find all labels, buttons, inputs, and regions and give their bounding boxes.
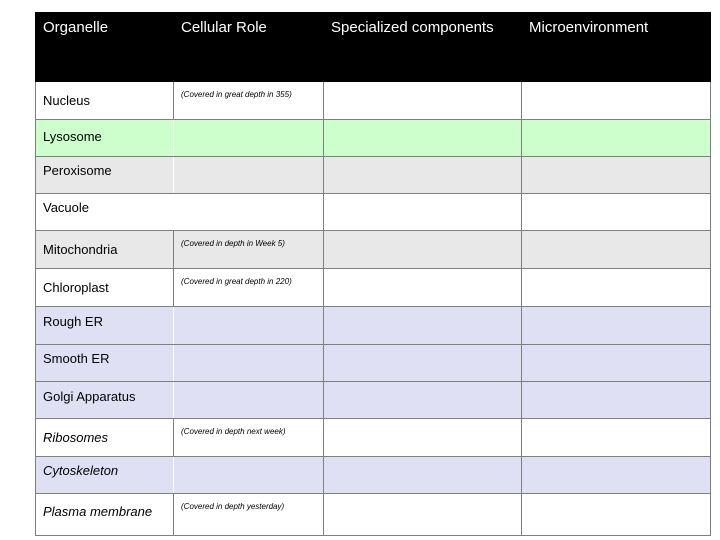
components-cell bbox=[324, 82, 522, 120]
microenvironment-cell bbox=[522, 120, 711, 157]
microenvironment-cell bbox=[522, 307, 711, 345]
microenvironment-cell bbox=[522, 194, 711, 231]
table-row bbox=[36, 194, 711, 231]
organelle-cell: Lysosome bbox=[36, 120, 174, 157]
header-cellular-role: Cellular Role bbox=[174, 13, 324, 82]
organelle-cell: Rough ER bbox=[36, 307, 174, 345]
header-microenvironment: Microenvironment bbox=[522, 13, 711, 82]
organelle-cell: Golgi Apparatus bbox=[36, 382, 174, 419]
organelle-cell: Vacuole bbox=[36, 194, 174, 231]
microenvironment-cell bbox=[522, 82, 711, 120]
role-cell bbox=[174, 120, 324, 157]
components-cell bbox=[324, 494, 522, 536]
role-cell: (Covered in great depth in 220) bbox=[174, 269, 324, 307]
components-cell bbox=[324, 269, 522, 307]
components-cell bbox=[324, 457, 522, 494]
microenvironment-cell bbox=[522, 157, 711, 194]
microenvironment-cell bbox=[522, 269, 711, 307]
table-row bbox=[36, 345, 711, 382]
role-cell bbox=[174, 345, 324, 382]
role-cell: (Covered in depth yesterday) bbox=[174, 494, 324, 536]
table-row bbox=[36, 120, 711, 157]
components-cell bbox=[324, 307, 522, 345]
table-row bbox=[36, 157, 711, 194]
microenvironment-cell bbox=[522, 345, 711, 382]
organelle-cell: Chloroplast bbox=[36, 269, 174, 307]
table-row bbox=[36, 382, 711, 419]
header-row bbox=[36, 13, 711, 82]
organelle-cell: Nucleus bbox=[36, 82, 174, 120]
table-row bbox=[36, 231, 711, 269]
role-cell bbox=[174, 157, 324, 194]
organelle-cell: Smooth ER bbox=[36, 345, 174, 382]
components-cell bbox=[324, 120, 522, 157]
table-row bbox=[36, 269, 711, 307]
role-cell: (Covered in great depth in 355) bbox=[174, 82, 324, 120]
microenvironment-cell bbox=[522, 382, 711, 419]
organelle-table bbox=[35, 12, 711, 536]
components-cell bbox=[324, 157, 522, 194]
table-row bbox=[36, 307, 711, 345]
role-cell bbox=[174, 194, 324, 231]
microenvironment-cell bbox=[522, 494, 711, 536]
table-row bbox=[36, 82, 711, 120]
header-specialized-components: Specialized components bbox=[324, 13, 522, 82]
components-cell bbox=[324, 194, 522, 231]
microenvironment-cell bbox=[522, 419, 711, 457]
role-cell bbox=[174, 382, 324, 419]
organelle-cell: Mitochondria bbox=[36, 231, 174, 269]
components-cell bbox=[324, 231, 522, 269]
organelle-cell: Cytoskeleton bbox=[36, 457, 174, 494]
organelle-cell: Peroxisome bbox=[36, 157, 174, 194]
microenvironment-cell bbox=[522, 231, 711, 269]
components-cell bbox=[324, 345, 522, 382]
role-cell bbox=[174, 457, 324, 494]
organelle-cell: Ribosomes bbox=[36, 419, 174, 457]
header-organelle: Organelle bbox=[36, 13, 174, 82]
components-cell bbox=[324, 419, 522, 457]
components-cell bbox=[324, 382, 522, 419]
organelle-cell: Plasma membrane bbox=[36, 494, 174, 536]
role-cell: (Covered in depth next week) bbox=[174, 419, 324, 457]
table-row bbox=[36, 494, 711, 536]
role-cell: (Covered in depth in Week 5) bbox=[174, 231, 324, 269]
role-cell bbox=[174, 307, 324, 345]
table-row bbox=[36, 457, 711, 494]
table-row bbox=[36, 419, 711, 457]
microenvironment-cell bbox=[522, 457, 711, 494]
